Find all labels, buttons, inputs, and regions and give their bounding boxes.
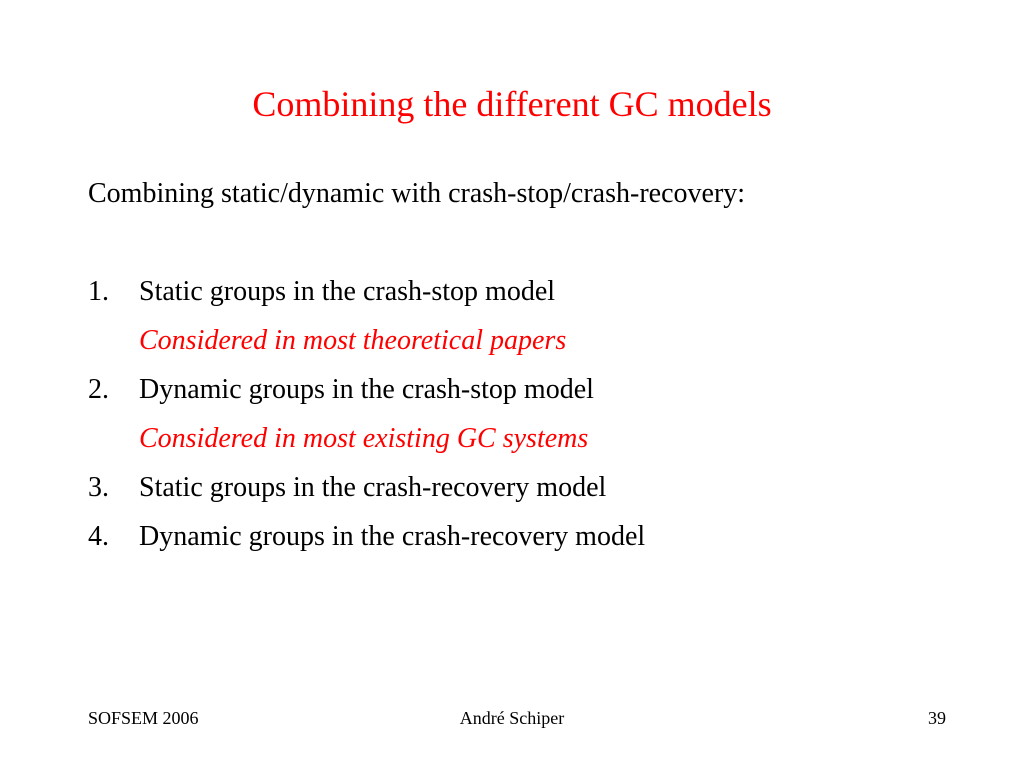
list-item-number: 4. [88, 521, 109, 552]
footer-page-number: 39 [928, 708, 946, 728]
list-item-number: 1. [88, 276, 109, 307]
footer-author: André Schiper [459, 708, 565, 728]
list-item-text: Dynamic groups in the crash-recovery model [139, 521, 646, 552]
list-item-number: 3. [88, 472, 109, 503]
list-item-number: 2. [88, 374, 109, 405]
intro-text: Combining static/dynamic with crash-stop/crash-recovery: [88, 178, 746, 209]
list-item-text: Static groups in the crash-stop model [139, 276, 556, 307]
footer-conference: SOFSEM 2006 [88, 708, 199, 728]
slide-title: Combining the different GC models [252, 84, 772, 124]
note-text: Considered in most existing GC systems [139, 423, 589, 454]
list-item-text: Dynamic groups in the crash-stop model [139, 374, 594, 405]
list-item-text: Static groups in the crash-recovery model [139, 472, 607, 503]
note-text: Considered in most theoretical papers [139, 325, 567, 356]
